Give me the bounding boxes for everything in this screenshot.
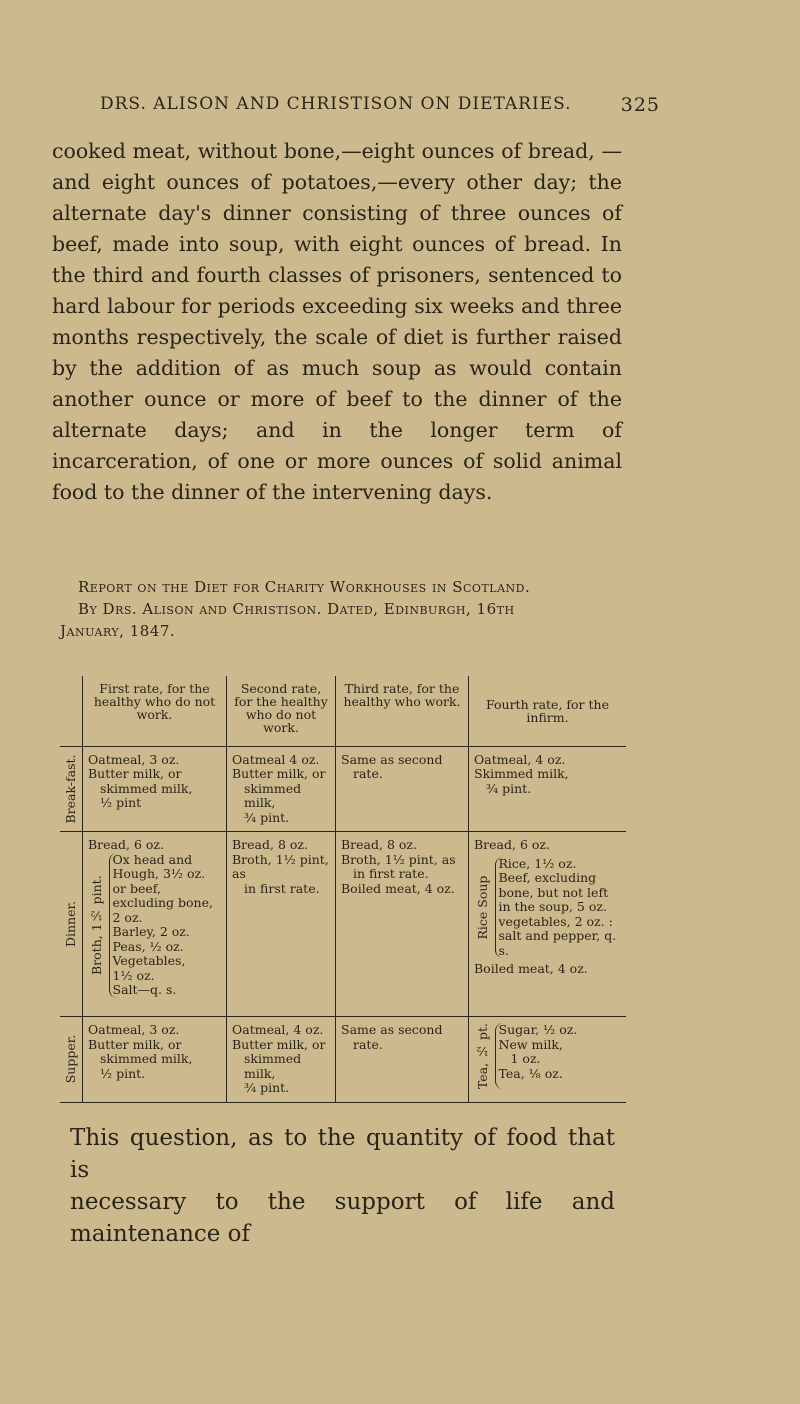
broth-group: Broth, 1½ pint. Ox head and Hough, 3½ oz. or beef, excluding bone, 2 oz. Barley, 2 oz. Peas, ½ oz. Vegetables, 1½ oz. Salt—q. s. — [88, 853, 221, 998]
column-header: First rate, for the healthy who do not work. — [83, 676, 227, 746]
rice-soup-group: Rice Soup Rice, 1½ oz. Beef, excluding bone, but not left in the soup, 5 oz. vegetables, 2 oz. : salt and pepper, q. s. — [474, 857, 621, 959]
heading-line: January, 1847. — [60, 622, 176, 640]
column-header: Third rate, for the healthy who work. — [336, 676, 469, 746]
closing-line: This question, as to the quantity of food that is — [70, 1125, 615, 1183]
table-cell: Bread, 8 oz. Broth, 1½ pint, as in first rate. Boiled meat, 4 oz. — [336, 832, 469, 1017]
closing-text — [70, 1122, 615, 1250]
table-cell: Bread, 8 oz. Broth, 1½ pint, as in first rate. — [227, 832, 336, 1017]
table-header-row — [60, 676, 626, 746]
report-heading — [60, 576, 620, 642]
table-cell: Oatmeal 4 oz. Butter milk, or skimmed milk, ¾ pint. — [227, 746, 336, 832]
heading-line: By Drs. Alison and Christison. Dated, Edinburgh, 16th — [78, 600, 515, 618]
table-row-dinner — [60, 832, 626, 1017]
heading-line: Report on the Diet for Charity Workhouses in Scotland. — [78, 578, 531, 596]
corner-cell — [60, 676, 83, 746]
body-paragraph: cooked meat, without bone,—eight ounces of bread, —and eight ounces of potatoes,—every other day; the alternate day's dinner consisting of three ounces of beef, made into soup, with eight ounces of bread. In the third and fourth classes of prisoners, sentenced to hard labour for periods exceeding six weeks and three months respectively, the scale of diet is further raised by the addition of as much soup as would contain another ounce or more of beef to the dinner of the alternate days; and in the longer term of incarceration, of one or more ounces of solid animal food to the dinner of the intervening days. — [52, 139, 622, 504]
page-number: 325 — [620, 94, 660, 116]
row-label: Break-fast. — [60, 746, 83, 832]
table-cell: Bread, 6 oz. Broth, 1½ pint. Ox head and Hough, 3½ oz. or beef, excluding bone, 2 oz. Barley, 2 oz. Peas, ½ oz. Vegetables, 1½ oz. Salt—q. s. — [83, 832, 227, 1017]
table-cell: Oatmeal, 3 oz. Butter milk, or skimmed milk, ½ pint — [83, 746, 227, 832]
table-cell: Oatmeal, 4 oz. Skimmed milk, ¾ pint. — [469, 746, 627, 832]
closing-line: necessary to the support of life and maintenance of — [70, 1189, 615, 1247]
table-row-breakfast — [60, 746, 626, 832]
column-header: Fourth rate, for the infirm. — [469, 676, 627, 746]
table-cell — [469, 1017, 627, 1103]
table-row-supper — [60, 1017, 626, 1103]
table-cell: Oatmeal, 4 oz. Butter milk, or skimmed milk, ¾ pint. — [227, 1017, 336, 1103]
table-cell: Bread, 6 oz. Rice Soup Rice, 1½ oz. Beef, excluding bone, but not left in the soup, 5 oz. vegetables, 2 oz. : salt and pepper, q. s. Boiled meat, 4 oz. — [469, 832, 627, 1017]
table-cell: Same as second rate. — [336, 1017, 469, 1103]
tea-group: Tea, ½ pt. Sugar, ½ oz. New milk, 1 oz. Tea, ⅛ oz. — [475, 1022, 578, 1090]
table-cell: Oatmeal, 3 oz. Butter milk, or skimmed milk, ½ pint. — [83, 1017, 227, 1103]
diet-table — [60, 676, 626, 1103]
running-head-title: DRS. ALISON AND CHRISTISON ON DIETARIES. — [100, 94, 572, 114]
column-header: Second rate, for the healthy who do not work. — [227, 676, 336, 746]
body-text — [52, 136, 622, 508]
row-label: Dinner. — [60, 832, 83, 1017]
table-cell: Same as second rate. — [336, 746, 469, 832]
row-label: Supper. — [60, 1017, 83, 1103]
